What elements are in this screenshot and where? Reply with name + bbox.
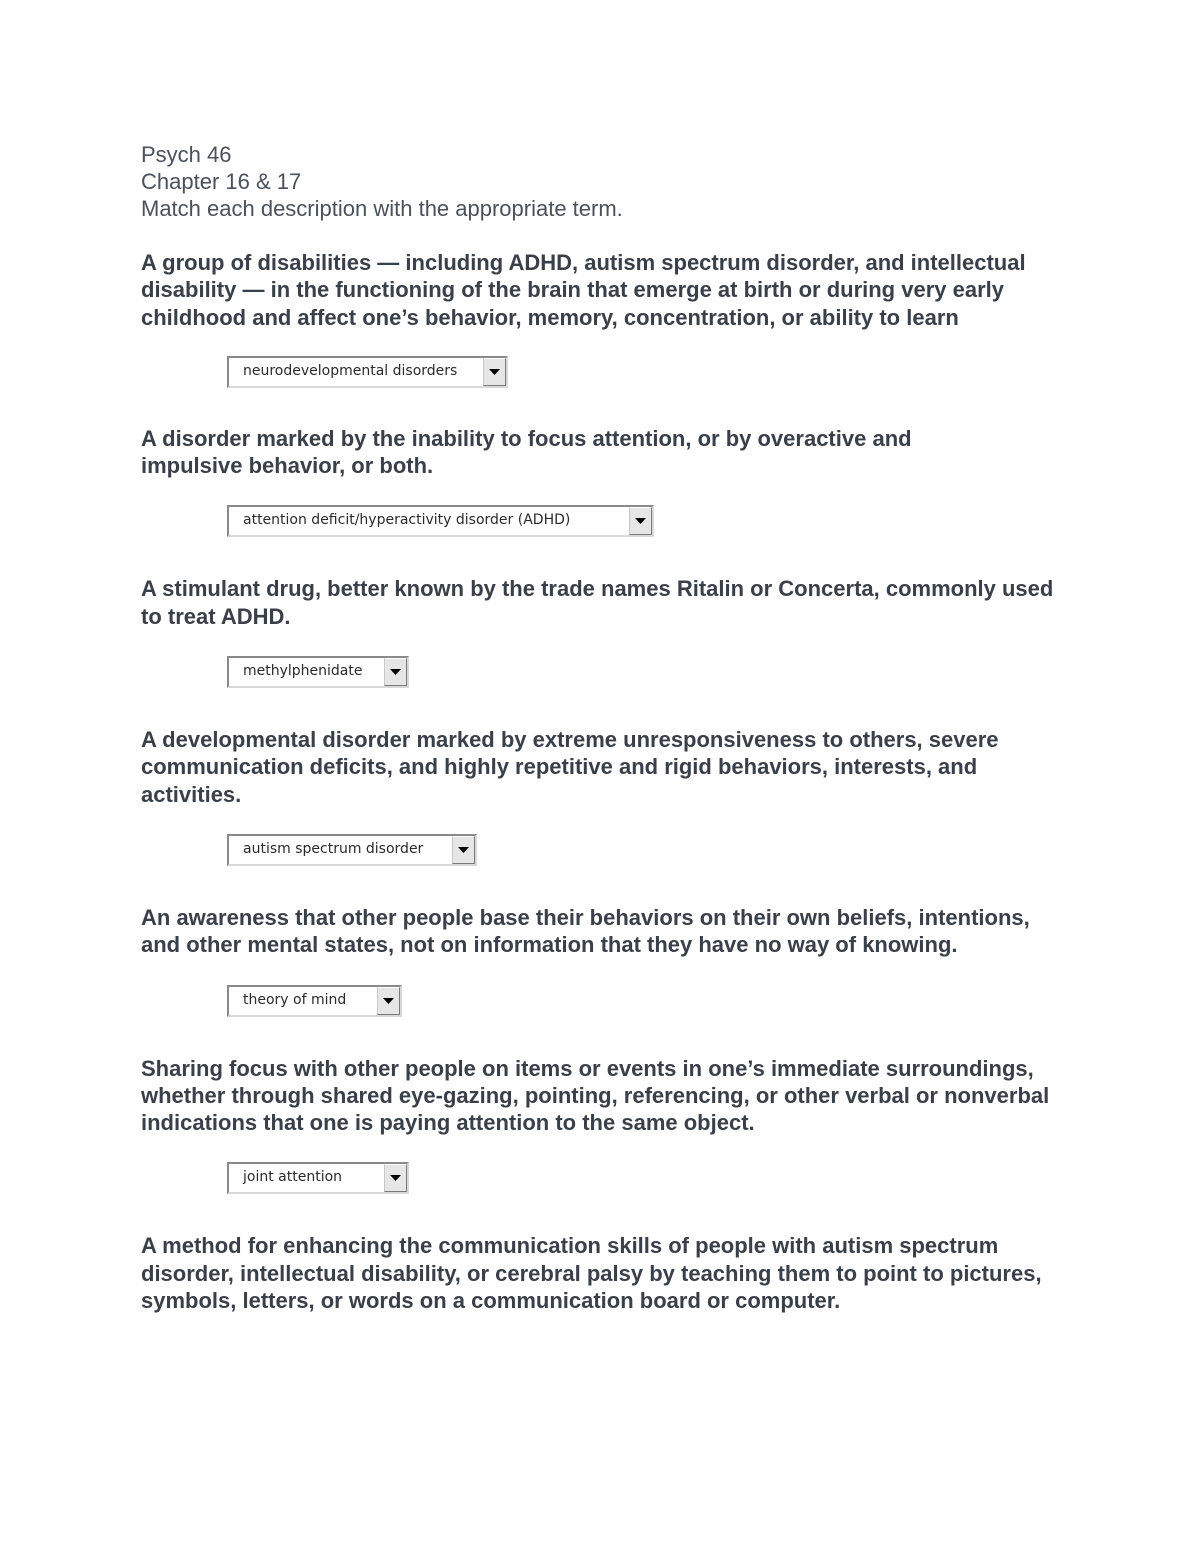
question-3-text: A stimulant drug, better known by the trade names Ritalin or Concerta, commonly used to treat ADHD. — [141, 576, 1054, 629]
question-6-answer-row — [141, 1162, 1071, 1194]
chevron-down-icon[interactable] — [377, 987, 400, 1015]
question-4-text: A developmental disorder marked by extreme unresponsiveness to others, severe communication deficits, and highly repetitive and rigid behaviors, interests, and activities. — [141, 727, 999, 807]
question-4-answer-row — [141, 834, 1071, 866]
question-5-answer-row — [141, 985, 1071, 1017]
answer-dropdown-2-value: attention deficit/hyperactivity disorder (ADHD) — [243, 512, 571, 529]
question-3-answer-row — [141, 656, 1071, 688]
question-6-text: Sharing focus with other people on items or events in one’s immediate surroundings, whether through shared eye-gazing, pointing, referencing, or other verbal or nonverbal indications that one is paying attention to the same object. — [141, 1055, 1050, 1136]
chevron-down-icon[interactable] — [629, 507, 652, 535]
answer-dropdown-1[interactable] — [227, 356, 508, 388]
chevron-down-icon[interactable] — [384, 1164, 407, 1192]
answer-dropdown-3-value: methylphenidate — [243, 663, 363, 680]
course-title: Psych 46 — [141, 142, 232, 167]
answer-dropdown-6[interactable] — [227, 1162, 409, 1194]
answer-dropdown-2[interactable] — [227, 505, 654, 537]
answer-dropdown-4-value: autism spectrum disorder — [243, 840, 424, 857]
answer-dropdown-5[interactable] — [227, 985, 402, 1017]
answer-dropdown-1-value: neurodevelopmental disorders — [243, 362, 458, 379]
chevron-down-icon[interactable] — [483, 358, 506, 386]
answer-dropdown-4[interactable] — [227, 834, 477, 866]
question-2-answer-row — [141, 505, 1071, 537]
document-page — [141, 141, 1071, 1314]
chevron-down-icon[interactable] — [452, 836, 475, 864]
answer-dropdown-3[interactable] — [227, 656, 409, 688]
chapter-title: Chapter 16 & 17 — [141, 169, 302, 194]
question-1-answer-row — [141, 356, 1071, 388]
question-2-text: A disorder marked by the inability to focus attention, or by overactive and impulsive behavior, or both. — [141, 425, 912, 479]
answer-dropdown-5-value: theory of mind — [243, 991, 347, 1008]
question-7-text: A method for enhancing the communication skills of people with autism spectrum disorder, intellectual disability, or cerebral palsy by teaching them to point to pictures, symbols, letters, or words on a communication board or computer. — [141, 1233, 1042, 1314]
instructions: Match each description with the appropriate term. — [141, 196, 623, 221]
question-1-text: A group of disabilities — including ADHD, autism spectrum disorder, and intellectual disability — in the functioning of the brain that emerge at birth or during very early childhood and affect one’s behavior, memory, concentration, or ability to learn — [141, 250, 1026, 330]
chevron-down-icon[interactable] — [384, 658, 407, 686]
question-5-text: An awareness that other people base their behaviors on their own beliefs, intentions, and other mental states, not on information that they have no way of knowing. — [141, 904, 1030, 958]
answer-dropdown-6-value: joint attention — [243, 1169, 343, 1186]
